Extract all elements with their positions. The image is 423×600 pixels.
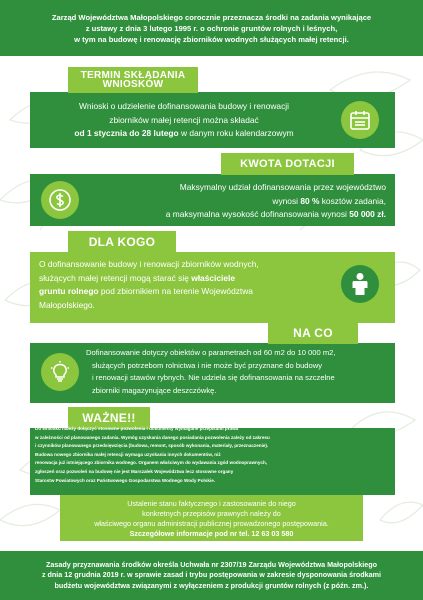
dla-kogo-land: gruntu rolnego [39, 286, 99, 296]
info-text [60, 499, 363, 539]
na-co-line2: służących potrzebom rolnictwa i nie może być przyznane do budowy [92, 360, 323, 370]
termin-text [34, 100, 334, 141]
kwota-line2-post: kosztów zadania, [319, 195, 386, 206]
info-line1: Ustalenie stanu faktycznego i zastosowanie do niego [127, 499, 296, 508]
wazne-line: i czynników planowanego przedsięwzięcia (budowa, remont, sposób wykonania, materiały, przeznaczenie). [35, 443, 269, 449]
dla-kogo-owners: właściciele [191, 272, 235, 283]
calendar-icon [341, 101, 379, 139]
wazne-text [35, 425, 393, 485]
wazne-line: Do wniosku należy dołączyć stosowne pozwolenia i dokumenty wymagane przepisami prawa [35, 426, 239, 431]
dla-kogo-text [39, 258, 339, 312]
termin-line2: zbiorników małej retencji można składać [109, 114, 259, 125]
header-banner [0, 0, 423, 56]
termin-title-tag [68, 67, 198, 93]
info-line2: konkretnych przepisów prawnych należy do [142, 509, 281, 518]
kwota-line3-pre: a maksymalna wysokość dofinansowania wynosi [165, 209, 350, 219]
wazne-line: Budowa nowego zbiornika małej retencji wymaga uzyskania innych dokumentów, niż [35, 451, 221, 457]
wazne-title: WAŻNE!! [82, 411, 136, 425]
dla-kogo-line1: O dofinansowanie budowy i renowacji zbiorników wodnych, [39, 259, 259, 269]
info-phone: Szczegółowe informacje pod nr tel. 12 63 03 580 [129, 529, 294, 538]
kwota-line1: Maksymalny udział dofinansowania przez województwo [179, 182, 386, 192]
na-co-line3: i renowacji stawów rybnych. Nie udziela się dofinansowania na szczelne [92, 373, 335, 382]
wazne-line: Starostw Powiatowych oraz Państwowego Gospodarstwa Wodnego Wody Polskie. [35, 477, 216, 483]
wazne-line: zgłoszeń oraz pozwoleń na budowę nie jest Marszałek Województwa lecz stosowne organy [35, 468, 234, 474]
info-line3: właściwego organu administracji publicznej prowadzonego postępowania. [94, 519, 329, 528]
lightbulb-icon [41, 353, 79, 391]
termin-dates: od 1 stycznia do 28 lutego [74, 128, 179, 138]
header-text: Zarząd Województwa Małopolskiego corocznie przeznacza środki na zadania wynikające z ustawy z dnia 3 lutego 1995 r. o ochronie gruntów rolnych i leśnych, w tym na budowę i renowację zbiorników wodnych służących małej retencji. [51, 12, 372, 44]
na-co-line1: Dofinansowanie dotyczy obiektów o parametrach od 60 m2 do 10 000 m2, [86, 348, 336, 357]
dollar-icon [41, 181, 79, 219]
kwota-line2-pre: wynosi [272, 195, 301, 206]
kwota-title: KWOTA DOTACJI [240, 158, 335, 170]
wazne-line: renowacja już istniejącego zbiornika wodnego. Organem właściwym do wydawania zgód wodnoprawnych, [35, 460, 268, 466]
person-icon [341, 265, 379, 303]
dla-kogo-line4: Małopolskiego. [39, 299, 95, 310]
dla-kogo-line2-pre: służących małej retencji mogą starać się [39, 272, 192, 283]
kwota-amount: 50 000 zł. [349, 209, 386, 219]
dla-kogo-title: DLA KOGO [88, 235, 156, 249]
na-co-line4: zbiorniki magazynujące deszczówkę. [92, 385, 217, 395]
dla-kogo-line3-post: pod zbiornikiem na terenie Województwa [98, 286, 253, 296]
footer-text: Zasady przyznawania środków określa Uchwała nr 2307/19 Zarządu Województwa Małopolskiego z dnia 12 grudnia 2019 r. w sprawie zasad i trybu postępowania w zakresie dysponowania środkami budżetu województwa związanymi z wyłączeniem z produkcji gruntów rolnych (z późn. zm.). [41, 559, 382, 590]
termin-title: TERMIN SKŁADANIA WNIOSKÓW [80, 69, 186, 90]
kwota-title-tag [221, 153, 354, 175]
footer-banner [0, 551, 423, 600]
wazne-line: w zależności od planowanego zadania. Wymóg uzyskania danego posiadania pozwolenia zależy od zakresu [35, 434, 270, 440]
kwota-percent: 80 % [300, 195, 320, 206]
termin-line3-rest: w danym roku kalendarzowym [178, 128, 294, 138]
na-co-title: NA CO [293, 326, 333, 340]
termin-line1: Wnioski o udzielenie dofinansowania budowy i renowacji [79, 101, 289, 111]
dla-kogo-title-tag [68, 231, 176, 253]
kwota-text [86, 181, 386, 222]
na-co-title-tag [268, 322, 358, 344]
na-co-text [86, 347, 390, 397]
